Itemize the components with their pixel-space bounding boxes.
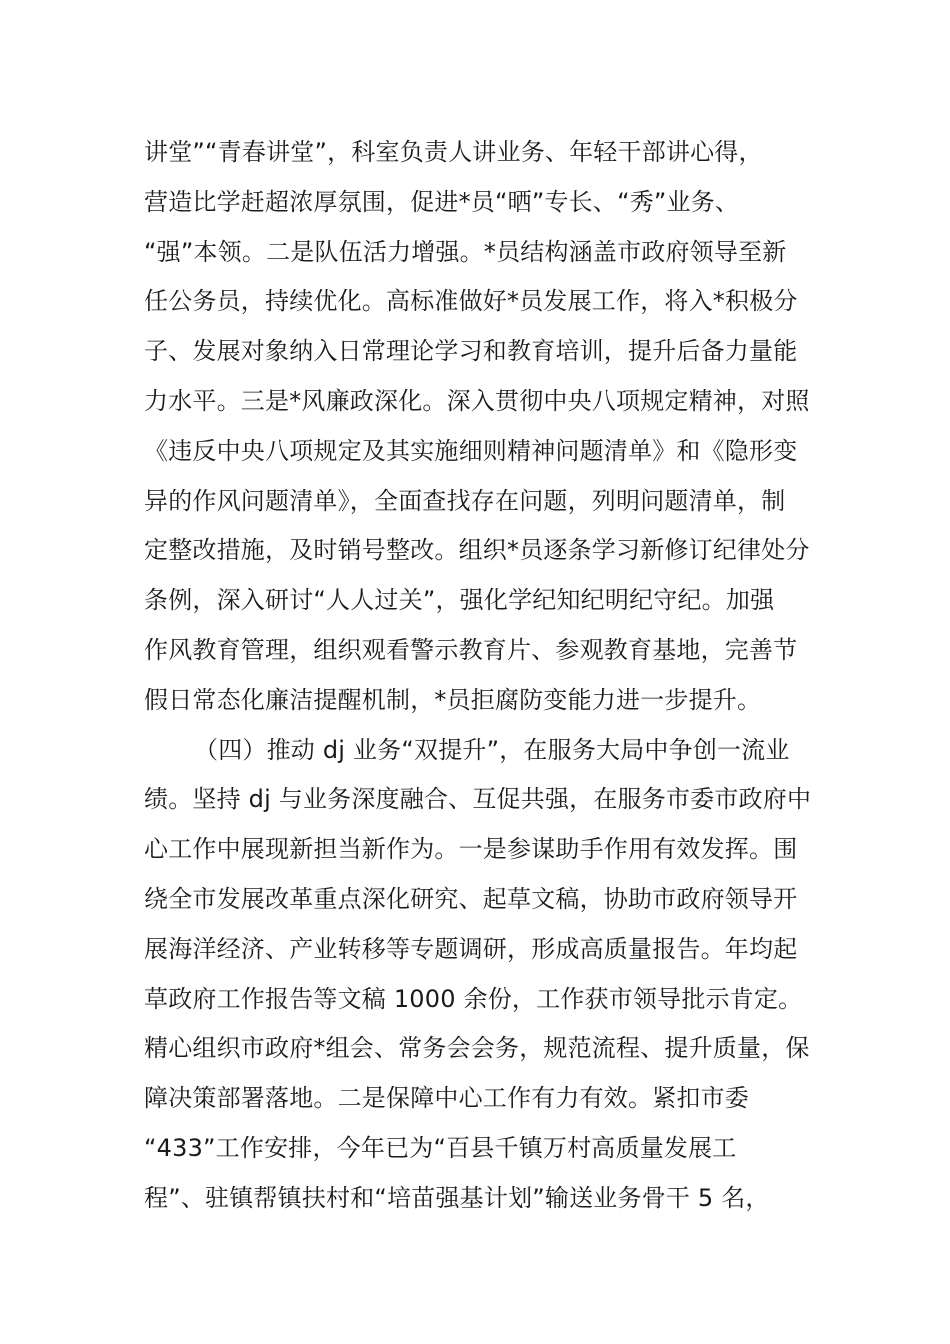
text-line: “433”工作安排，今年已为“百县千镇万村高质量发展工 xyxy=(144,1133,737,1162)
text-line: “强”本领。二是队伍活力增强。*员结构涵盖市政府领导至新 xyxy=(144,237,787,266)
text-line: 绕全市发展改革重点深化研究、起草文稿，协助市政府领导开 xyxy=(144,884,798,913)
text-line: 力水平。三是*风廉政深化。深入贯彻中央八项规定精神，对照 xyxy=(144,386,810,415)
text-line: 心工作中展现新担当新作为。一是参谋助手作用有效发挥。围 xyxy=(144,835,798,864)
text-line: 子、发展对象纳入日常理论学习和教育培训，提升后备力量能 xyxy=(144,337,798,366)
text-line: 绩。坚持 dj 与业务深度融合、互促共强，在服务市委市政府中 xyxy=(144,785,812,814)
body-text xyxy=(144,128,812,1224)
text-line: 障决策部署落地。二是保障中心工作有力有效。紧扣市委 xyxy=(144,1084,749,1113)
text-line: 定整改措施，及时销号整改。组织*员逐条学习新修订纪律处分 xyxy=(144,536,810,565)
text-line: 程”、驻镇帮镇扶村和“培苗强基计划”输送业务骨干 5 名， xyxy=(144,1183,770,1212)
section-heading-line: （四）推动 dj 业务“双提升”，在服务大局中争创一流业 xyxy=(194,735,790,764)
text-line: 讲堂”“青春讲堂”，科室负责人讲业务、年轻干部讲心得， xyxy=(144,138,763,166)
text-line: 假日常态化廉洁提醒机制，*员拒腐防变能力进一步提升。 xyxy=(144,685,762,714)
text-line: 草政府工作报告等文稿 1000 余份，工作获市领导批示肯定。 xyxy=(144,984,803,1013)
text-line: 《违反中央八项规定及其实施细则精神问题清单》和《隐形变 xyxy=(144,436,798,465)
text-line: 异的作风问题清单》，全面查找存在问题，列明问题清单，制 xyxy=(144,486,786,515)
text-line: 精心组织市政府*组会、常务会会务，规范流程、提升质量，保 xyxy=(144,1034,810,1063)
text-line: 条例，深入研讨“人人过关”，强化学纪知纪明纪守纪。加强 xyxy=(144,586,775,615)
text-line: 展海洋经济、产业转移等专题调研，形成高质量报告。年均起 xyxy=(144,934,798,963)
text-line: 任公务员，持续优化。高标准做好*员发展工作，将入*积极分 xyxy=(144,287,798,316)
text-line: 作风教育管理，组织观看警示教育片、参观教育基地，完善节 xyxy=(144,635,798,664)
text-line: 营造比学赶超浓厚氛围，促进*员“晒”专长、“秀”业务、 xyxy=(144,187,740,216)
